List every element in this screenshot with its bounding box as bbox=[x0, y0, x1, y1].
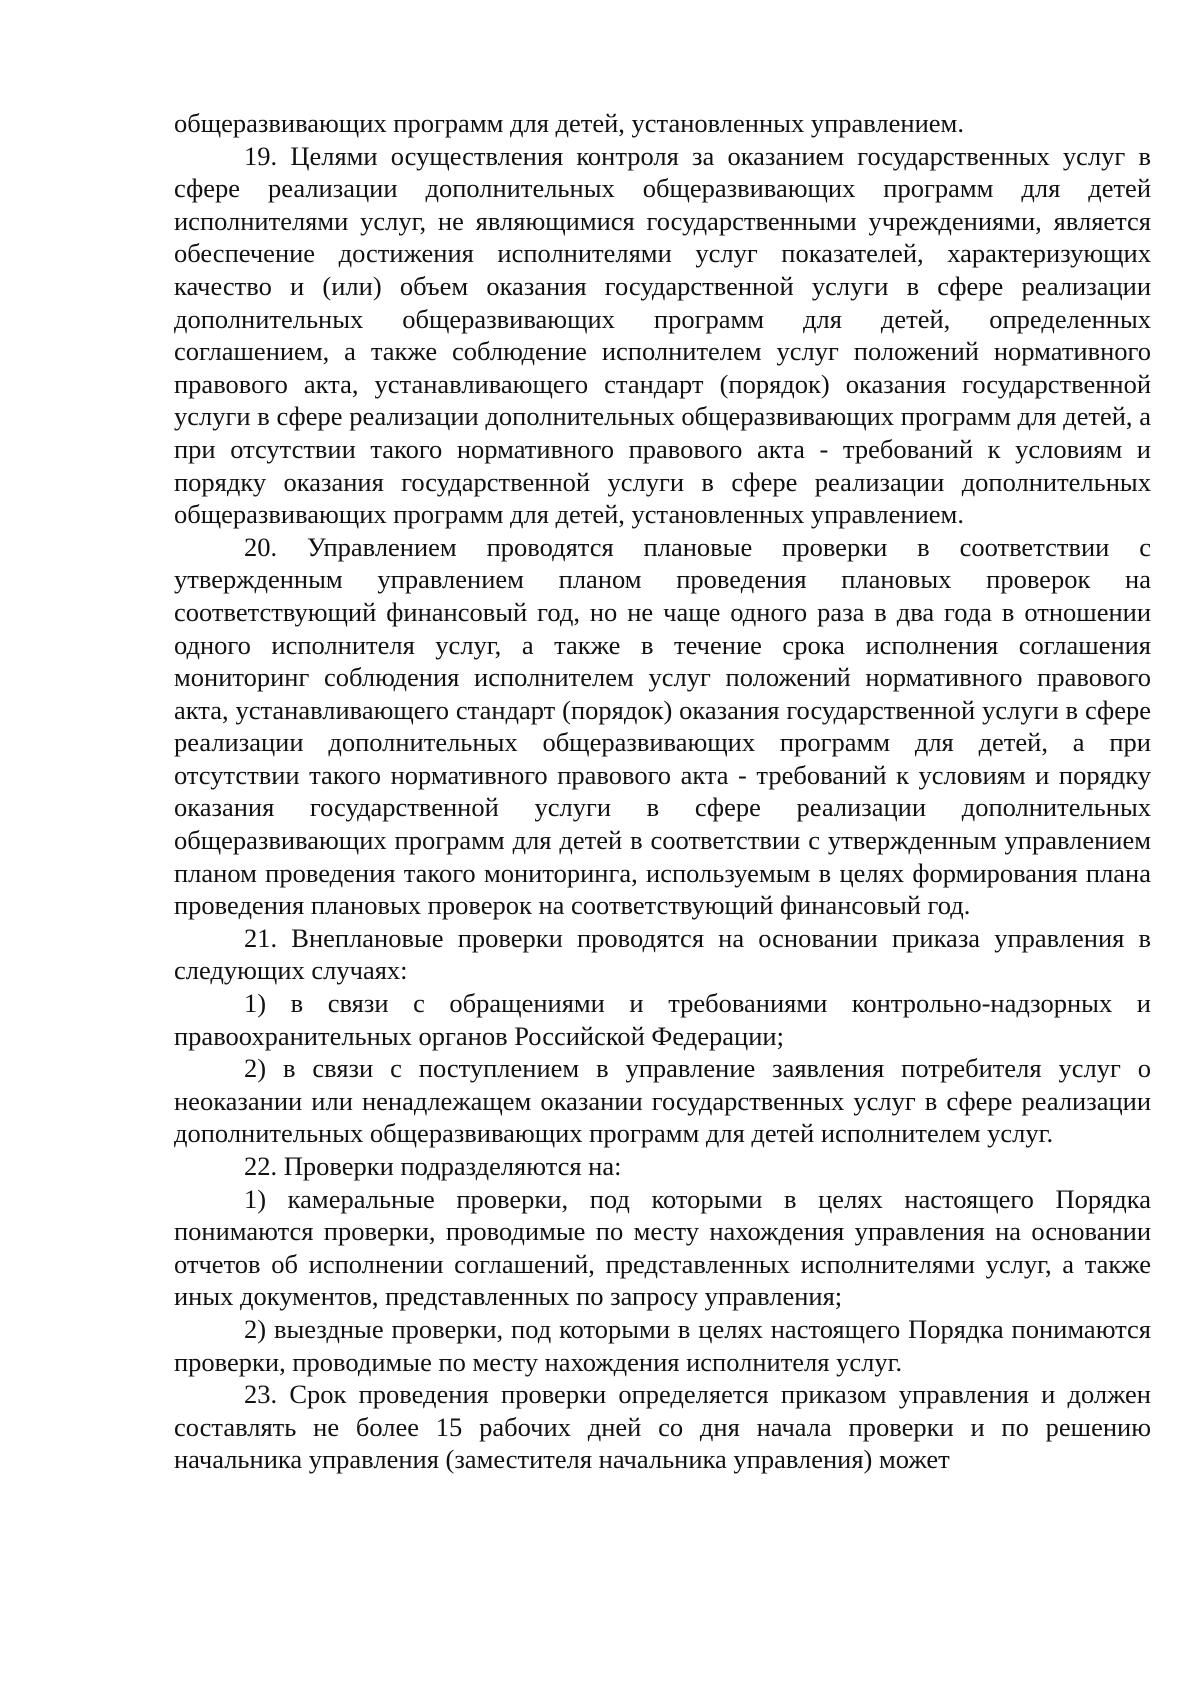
paragraph-20: 20. Управлением проводятся плановые проверки в соответствии с утвержденным управлением планом проведения плановых проверок на соответствующий финансовый год, но не чаще одного раза в два года в отношении одного исполнителя услуг, а также в течение срока исполнения соглашения мониторинг соблюдения исполнителем услуг положений нормативного правового акта, устанавливающего стандарт (порядок) оказания государственной услуги в сфере реализации дополнительных общеразвивающих программ для детей, а при отсутствии такого нормативного правового акта - требований к условиям и порядку оказания государственной услуги в сфере реализации дополнительных общеразвивающих программ для детей в соответствии с утвержденным управлением планом проведения такого мониторинга, используемым в целях формирования плана проведения плановых проверок на соответствующий финансовый год. bbox=[174, 531, 1151, 921]
paragraph-22-item-2: 2) выездные проверки, под которыми в целях настоящего Порядка понимаются проверки, проводимые по месту нахождения исполнителя услуг. bbox=[174, 1313, 1151, 1377]
paragraph-19: 19. Целями осуществления контроля за оказанием государственных услуг в сфере реализации дополнительных общеразвивающих программ для детей исполнителями услуг, не являющимися государственными учреждениями, является обеспечение достижения исполнителями услуг показателей, характеризующих качество и (или) объем оказания государственной услуги в сфере реализации дополнительных общеразвивающих программ для детей, определенных соглашением, а также соблюдение исполнителем услуг положений нормативного правового акта, устанавливающего стандарт (порядок) оказания государственной услуги в сфере реализации дополнительных общеразвивающих программ для детей, а при отсутствии такого нормативного правового акта - требований к условиям и порядку оказания государственной услуги в сфере реализации дополнительных общеразвивающих программ для детей, установленных управлением. bbox=[174, 140, 1151, 530]
paragraph-21-item-2: 2) в связи с поступлением в управление заявления потребителя услуг о неоказании или ненадлежащем оказании государственных услуг в сфере реализации дополнительных общеразвивающих программ для детей исполнителем услуг. bbox=[174, 1053, 1151, 1149]
paragraph-23: 23. Срок проведения проверки определяется приказом управления и должен составлять не более 15 рабочих дней со дня начала проверки и по решению начальника управления (заместителя начальника управления) может bbox=[174, 1379, 1151, 1475]
paragraph-21: 21. Внеплановые проверки проводятся на основании приказа управления в следующих случаях: bbox=[174, 922, 1151, 986]
paragraph-21-item-1: 1) в связи с обращениями и требованиями контрольно-надзорных и правоохранительных органов Российской Федерации; bbox=[174, 988, 1151, 1051]
document-page bbox=[174, 107, 1151, 1476]
paragraph-continued: общеразвивающих программ для детей, установленных управлением. bbox=[174, 108, 964, 138]
paragraph-22: 22. Проверки подразделяются на: bbox=[244, 1151, 622, 1181]
paragraph-22-item-1: 1) камеральные проверки, под которыми в целях настоящего Порядка понимаются проверки, проводимые по месту нахождения управления на основании отчетов об исполнении соглашений, представленных исполнителями услуг, а также иных документов, представленных по запросу управления; bbox=[174, 1183, 1151, 1312]
